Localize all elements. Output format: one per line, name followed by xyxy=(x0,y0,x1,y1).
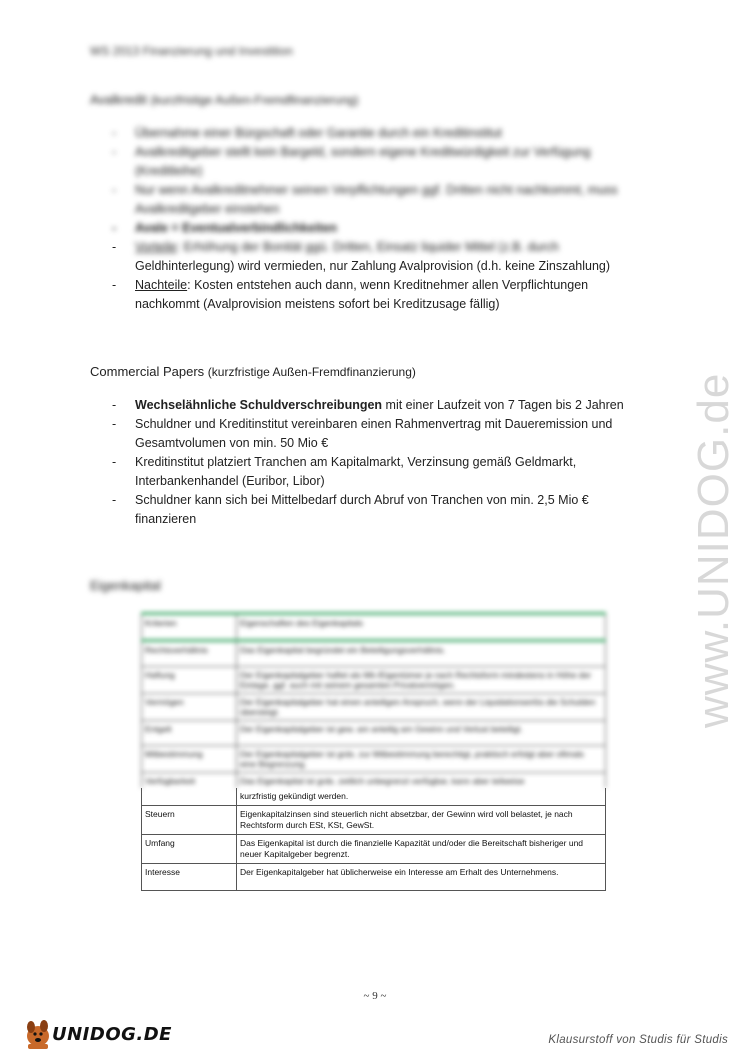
eigenkapital-table xyxy=(141,788,606,891)
table-row xyxy=(142,788,606,806)
vorteile-line xyxy=(135,238,559,257)
nachteile-continuation: nachkommt (Avalprovision meistens sofort bei Kreditzusage fällig) xyxy=(135,297,500,311)
nachteile-label: Nachteile xyxy=(135,278,188,292)
table-cell-key: Steuern xyxy=(142,806,237,835)
list-item: - Schuldner und Kreditinstitut vereinbaren einen Rahmenvertrag mit Daueremission und Gesamtvolumen von min. 50 Mio € xyxy=(112,415,652,453)
section-title-text: Avalkredit xyxy=(90,92,147,107)
logo-text: UNIDOG.DE xyxy=(52,1024,172,1045)
watermark-text: www.UNIDOG.de xyxy=(689,372,738,728)
list-item-bold: Wechselähnliche Schuldverschreibungen xyxy=(135,398,383,412)
blurred-cell: Rechtsverhältnis xyxy=(142,641,237,667)
blurred-cell: Haftung xyxy=(142,667,237,694)
section-title-avalkredit xyxy=(90,92,359,107)
table-cell-value: Das Eigenkapital ist durch die finanzielle Kapazität und/oder die Bereitschaft bisheriger und neuer Kapitalgeber begrenzt. xyxy=(237,835,606,864)
watermark xyxy=(670,260,750,760)
list-item-rest: mit einer Laufzeit von 7 Tagen bis 2 Jahren xyxy=(382,398,624,412)
table-cell-key: Interesse xyxy=(142,864,237,891)
list-item xyxy=(112,396,652,415)
blurred-cell: Der Eigenkapitalgeber hat einen anteiligen Anspruch, wenn der Liquidationserlös die Schulden übersteigt. xyxy=(237,694,606,721)
list-item: - Schuldner kann sich bei Mittelbedarf durch Abruf von Tranchen von min. 2,5 Mio € finanzieren xyxy=(112,491,652,529)
section-title-eigenkapital: Eigenkapital xyxy=(90,578,161,593)
table-cell-key xyxy=(142,788,237,806)
blurred-cell: Der Eigenkapitalgeber ist gew. am anteilig am Gewinn und Verlust beteiligt. xyxy=(237,721,606,746)
blurred-cell: Das Eigenkapital begründet ein Beteiligungsverhältnis. xyxy=(237,641,606,667)
table-row xyxy=(142,806,606,835)
table-cell-value: Eigenkapitalzinsen sind steuerlich nicht absetzbar, der Gewinn wird voll belastet, je nach Rechtsform durch ESt, KSt, GewSt. xyxy=(237,806,606,835)
list-item: - Avalkreditgeber stellt kein Bargeld, sondern eigene Kreditwürdigkeit zur Verfügung (Kreditleihe) xyxy=(112,143,652,181)
list-item: - Avale = Eventualverbindlichkeiten xyxy=(112,219,652,238)
list-item-vorteile xyxy=(112,238,652,276)
table-cell-value: kurzfristig gekündigt werden. xyxy=(237,788,606,806)
blurred-cell: Kriterien xyxy=(142,614,237,641)
blurred-table-area xyxy=(141,612,606,788)
list-item: - Kreditinstitut platziert Tranchen am Kapitalmarkt, Verzinsung gemäß Geldmarkt, Interbankenhandel (Euribor, Libor) xyxy=(112,453,652,491)
section-title-text: Commercial Papers xyxy=(90,364,205,379)
table-cell-key: Umfang xyxy=(142,835,237,864)
vorteile-label: Vorteile xyxy=(135,240,177,254)
blurred-cell: Der Eigenkapitalgeber ist grds. zur Mitbestimmung berechtigt, praktisch erfolgt aber oftmals eine Begrenzung. xyxy=(237,746,606,773)
blurred-cell: Mitbestimmung xyxy=(142,746,237,773)
cp-list xyxy=(112,396,652,529)
page-header: WS 2013 Finanzierung und Investition xyxy=(90,44,293,58)
page-number: ~ 9 ~ xyxy=(363,990,387,1002)
aval-list xyxy=(112,124,652,314)
list-item: - Übernahme einer Bürgschaft oder Garantie durch ein Kreditinstitut xyxy=(112,124,652,143)
footer-slogan: Klausurstoff von Studis für Studis xyxy=(548,1034,728,1046)
blurred-cell: Verfügbarkeit xyxy=(142,773,237,789)
blurred-cell: Das Eigenkapital ist grds. zeitlich unbegrenzt verfügbar, kann aber teilweise xyxy=(237,773,606,789)
section-subtitle: (kurzfristige Außen-Fremdfinanzierung) xyxy=(150,93,359,107)
blurred-cell: Der Eigenkapitalgeber haftet als Mit-/Eigentümer je nach Rechtsform mindestens in Höhe der Einlage, ggf. auch mit seinem gesamten Privatvermögen. xyxy=(237,667,606,694)
blurred-cell: Eigenschaften des Eigenkapitals xyxy=(237,614,606,641)
blurred-cell: Entgelt xyxy=(142,721,237,746)
section-subtitle: (kurzfristige Außen-Fremdfinanzierung) xyxy=(207,365,416,379)
dog-icon xyxy=(27,1020,49,1049)
blurred-cell: Vermögen xyxy=(142,694,237,721)
list-item-nachteile xyxy=(112,276,652,314)
table-cell-value: Der Eigenkapitalgeber hat üblicherweise ein Interesse am Erhalt des Unternehmens. xyxy=(237,864,606,891)
list-item: - Nur wenn Avalkreditnehmer seinen Verpflichtungen ggf. Dritten nicht nachkommt, muss Avalkreditgeber einstehen xyxy=(112,181,652,219)
table-row xyxy=(142,835,606,864)
section-title-commercial-papers xyxy=(90,364,416,379)
nachteile-text: : Kosten entstehen auch dann, wenn Kreditnehmer allen Verpflichtungen xyxy=(187,278,589,292)
vorteile-text: : Erhöhung der Bonität ggü. Dritten, Einsatz liquider Mittel (z.B. durch xyxy=(176,240,559,254)
vorteile-continuation: Geldhinterlegung) wird vermieden, nur Zahlung Avalprovision (d.h. keine Zinszahlung) xyxy=(135,259,611,273)
table-row xyxy=(142,864,606,891)
